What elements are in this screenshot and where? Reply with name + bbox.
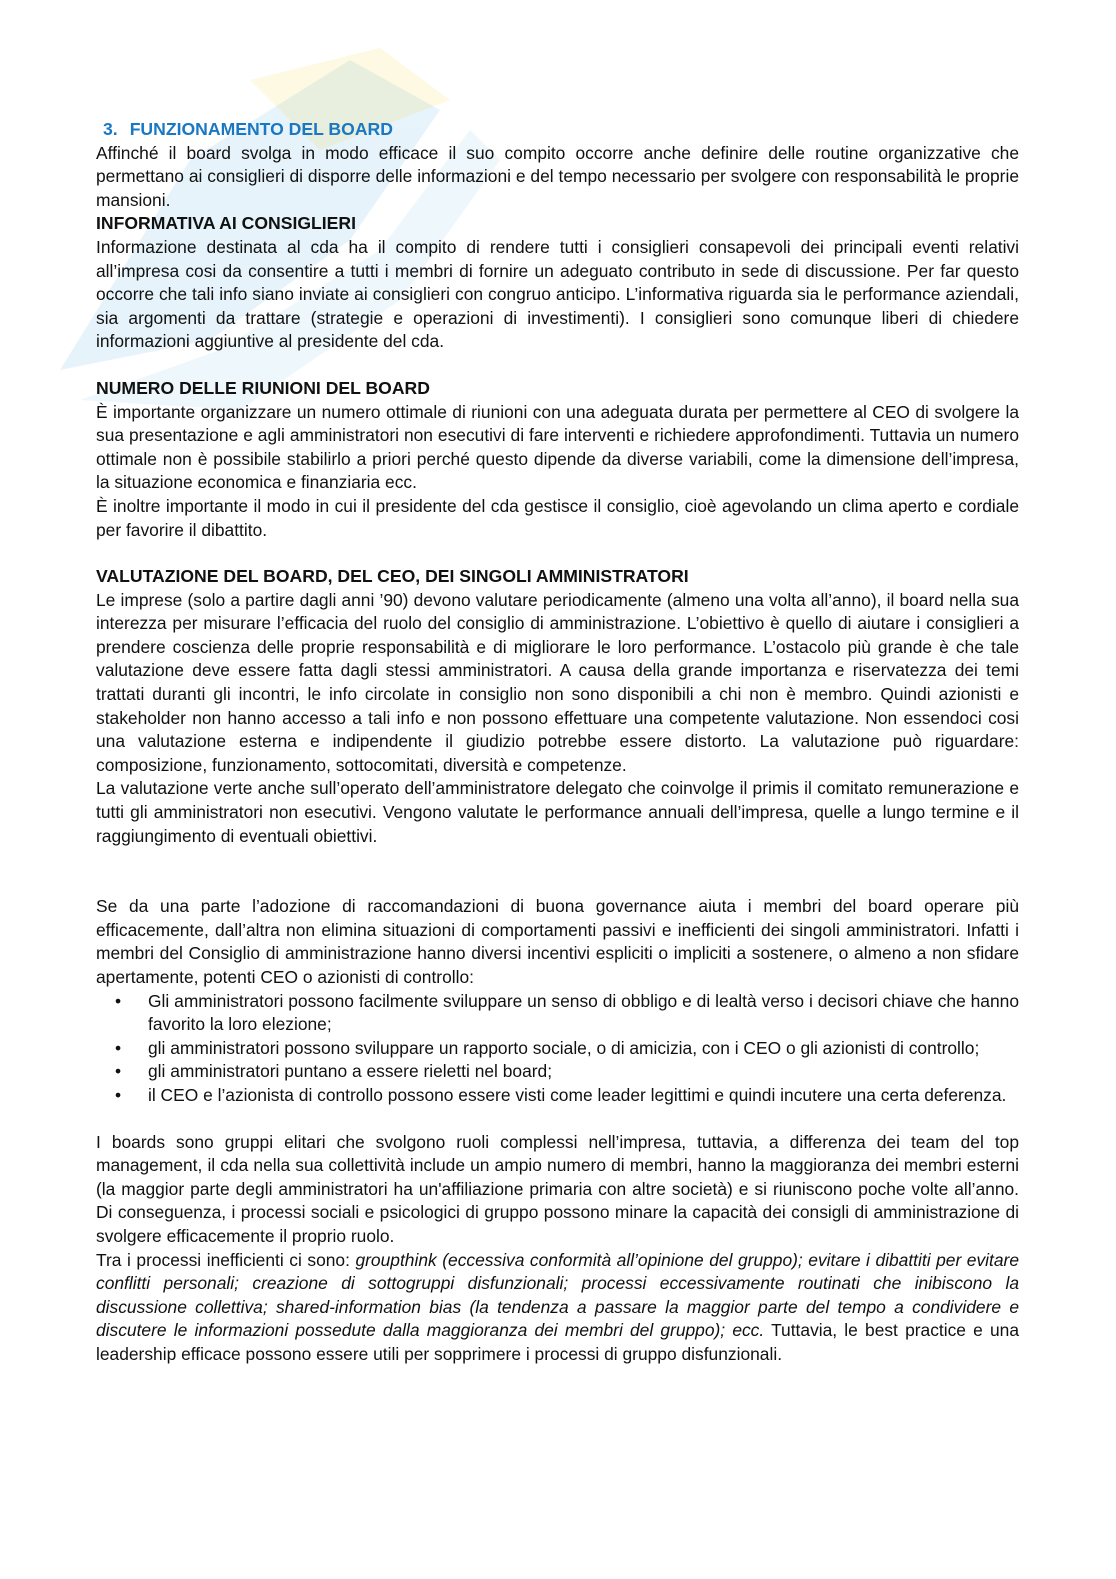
paragraph-governance: Se da una parte l’adozione di raccomandazioni di buona governance aiuta i membri del board operare più efficacemente, dall’altra non elimina situazioni di comportamenti passivi e inefficienti dei singoli amministratori. Infatti i membri del Consiglio di amministrazione hanno diversi incentivi espliciti o impliciti a sostenere, o almeno a non sfidare apertamente, potenti CEO o azionisti di controllo: bbox=[96, 896, 1019, 987]
spacer bbox=[96, 542, 1019, 565]
paragraph-informativa: Informazione destinata al cda ha il compito di rendere tutti i consiglieri consapevoli dei principali eventi relativi all’impresa cosi da consentire a tutti i membri di fornire un adeguato contributo in sede di discussione. Per far questo occorre che tali info siano inviate ai consiglieri con congruo anticipo. L’informativa riguarda sia le performance aziendali, sia argomenti da trattare (strategie e operazioni di investimenti). I consiglieri sono comunque liberi di chiedere informazioni aggiuntive al presidente del cda. bbox=[96, 236, 1019, 352]
section-title bbox=[96, 118, 1019, 142]
paragraph-boards: I boards sono gruppi elitari che svolgono ruoli complessi nell’impresa, tuttavia, a differenza dei team del top management, il cda nella sua collettività include un ampio numero di membri, hanno la maggioranza dei membri esterni (la maggior parte degli amministratori ha un'affiliazione primaria con altre società) e si riuniscono poche volte all’anno. Di conseguenza, i processi sociali e psicologici di gruppo possono minare la capacità dei consigli di amministrazione di svolgere efficacemente il proprio ruolo. bbox=[96, 1131, 1019, 1246]
paragraph-riunioni-1: È importante organizzare un numero ottimale di riunioni con una adeguata durata per permettere al CEO di svolgere la sua presentazione e agli amministratori non esecutivi di fare interventi e richiedere approfondimenti. Tuttavia un numero ottimale non è possibile stabilirlo a priori perché questo dipende da diverse variabili, come la dimensione dell’impresa, la situazione economica e finanziaria ecc. bbox=[96, 401, 1019, 493]
section-title-text: FUNZIONAMENTO DEL BOARD bbox=[129, 119, 393, 139]
spacer bbox=[96, 1108, 1019, 1131]
list-item: • gli amministratori possono sviluppare un rapporto sociale, o di amicizia, con i CEO o gli azionisti di controllo; bbox=[148, 1037, 1019, 1061]
heading-informativa: INFORMATIVA AI CONSIGLIERI bbox=[96, 213, 356, 234]
paragraph-riunioni-2: È inoltre importante il modo in cui il presidente del cda gestisce il consiglio, cioè agevolando un clima aperto e cordiale per favorire il dibattito. bbox=[96, 495, 1019, 540]
paragraph-valutazione-1: Le imprese (solo a partire dagli anni ’90) devono valutare periodicamente (almeno una volta all’anno), il board nella sua interezza per misurare l’efficacia del ruolo del consiglio di amministrazione. L’obiettivo è quello di aiutare i consiglieri a prendere coscienza delle proprie responsabilità e di migliorare le loro performance. L’ostacolo più grande è che tale valutazione deve essere fatta dagli stessi amministratori. A causa della grande importanza e riservatezza dei temi trattati duranti gli incontri, le info circolate in consiglio non sono disponibili a chi non è membro. Quindi azionisti e stakeholder non hanno accesso a tali info e non possono effettuare una competente valutazione. Non essendoci cosi una valutazione esterna e indipendente il giudizio potrebbe essere distorto. La valutazione può riguardare: composizione, funzionamento, sottocomitati, diversità e competenze. bbox=[96, 589, 1019, 775]
list-item: • Gli amministratori possono facilmente sviluppare un senso di obbligo e di lealtà verso i decisori chiave che hanno favorito la loro elezione; bbox=[115, 990, 1019, 1035]
document-page bbox=[96, 118, 1019, 1367]
spacer bbox=[96, 354, 1019, 377]
bullet-icon: • bbox=[115, 1061, 122, 1082]
paragraph-valutazione-2: La valutazione verte anche sull’operato dell’amministratore delegato che coinvolge il primis il comitato remunerazione e tutti gli amministratori non esecutivi. Vengono valutate le performance annuali dell’impresa, quelle a lungo termine e il raggiungimento di eventuali obiettivi. bbox=[96, 778, 1019, 846]
list-item: • il CEO e l’azionista di controllo possono essere visti come leader legittimi e quindi incutere una certa deferenza. bbox=[148, 1084, 1019, 1108]
paragraph-processi: Tra i processi inefficienti ci sono: groupthink (eccessiva conformità all’opinione del gruppo); evitare i dibattiti per evitare conflitti personali; creazione di sottogruppi disfunzionali; processi eccessivamente routinati che inibiscono la discussione collettiva; shared-information bias (la tendenza a passare la maggior parte del tempo a condividere e discutere le informazioni possedute dalla maggioranza dei membri del gruppo); ecc. Tuttavia, le best practice e una leadership efficace possono essere utili per sopprimere i processi di gruppo disfunzionali. bbox=[96, 1249, 1019, 1364]
spacer bbox=[96, 848, 1019, 895]
heading-riunioni: NUMERO DELLE RIUNIONI DEL BOARD bbox=[96, 377, 430, 398]
bullet-icon: • bbox=[115, 1084, 122, 1105]
intro-paragraph: Affinché il board svolga in modo efficace il suo compito occorre anche definire delle routine organizzative che permettano ai consiglieri di disporre delle informazioni e del tempo necessario per svolgere con responsabilità le proprie mansioni. bbox=[96, 142, 1019, 210]
bullet-icon: • bbox=[115, 990, 122, 1011]
incentives-list bbox=[96, 990, 1019, 1108]
list-item: • gli amministratori puntano a essere rieletti nel board; bbox=[148, 1060, 1019, 1084]
bullet-icon: • bbox=[115, 1037, 122, 1058]
italic-processi: groupthink (eccessiva conformità all’opinione del gruppo); evitare i dibattiti per evitare conflitti personali; creazione di sottogruppi disfunzionali; processi eccessivamente routinati che inibiscono la discussione collettiva; shared-information bias (la tendenza a passare la maggior parte del tempo a condividere e discutere le informazioni possedute dalla maggioranza dei membri del gruppo); ecc. bbox=[96, 1249, 1019, 1341]
section-number: 3. bbox=[103, 119, 118, 139]
heading-valutazione: VALUTAZIONE DEL BOARD, DEL CEO, DEI SINGOLI AMMINISTRATORI bbox=[96, 566, 689, 587]
